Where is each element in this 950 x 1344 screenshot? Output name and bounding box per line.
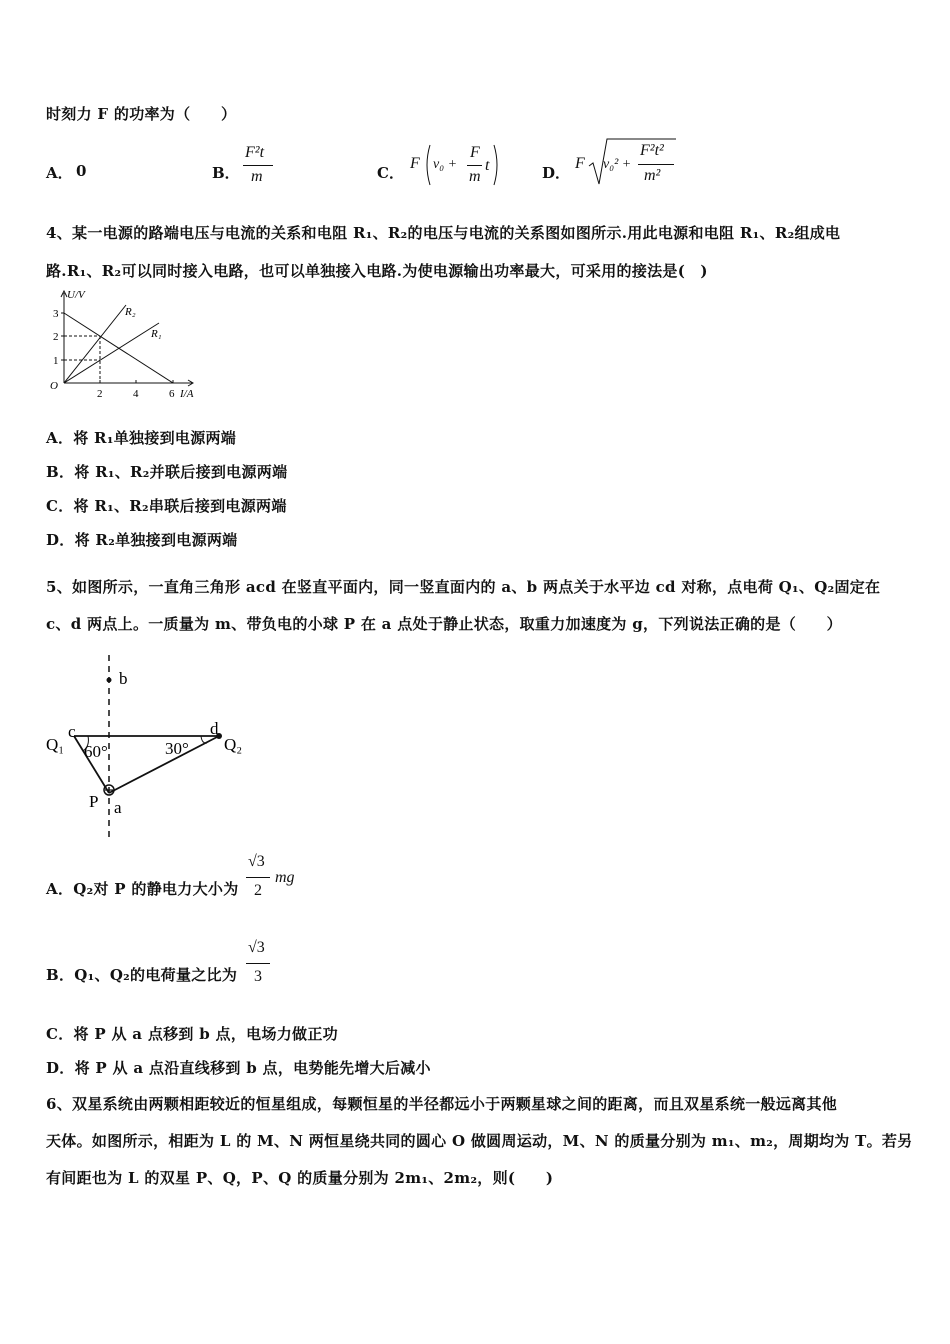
q6-stem-line-2: 天体。如图所示，相距为 L 的 M、N 两恒星绕共同的圆心 O 做圆周运动，M、N 的质量分别为 m₁、m₂，周期均为 T。若另	[46, 1132, 913, 1150]
label-b: b	[119, 669, 128, 688]
q3-option-d-label: D．	[542, 164, 571, 182]
origin-label: O	[50, 380, 58, 392]
q5-option-a-suffix: mg	[275, 869, 295, 886]
q4-option-c[interactable]: C．将 R₁、R₂串联后接到电源两端	[46, 497, 287, 515]
point-b	[107, 678, 112, 683]
r2-label: R₂	[125, 306, 136, 318]
q5-option-c[interactable]: C．将 P 从 a 点移到 b 点，电场力做正功	[46, 1025, 338, 1043]
label-q1: Q₁	[46, 735, 65, 754]
q3-option-c-fraction-bar	[467, 165, 482, 166]
q3-option-d-prefix: F	[575, 155, 585, 172]
q5-option-b-fraction-bar	[246, 963, 270, 964]
q4-stem-line-2: 路.R₁、R₂可以同时接入电路，也可以单独接入电路.为使电源输出功率最大，可采用的接法是( )	[46, 262, 708, 280]
q3-option-c-prefix: F	[410, 155, 420, 172]
q5-option-a-fraction-bar	[246, 877, 270, 878]
q5-option-a-numerator: √3	[248, 853, 265, 870]
q3-option-d-sqrt-sign	[588, 136, 678, 188]
r1-label: R₁	[151, 328, 162, 340]
r2-line	[64, 305, 126, 383]
x-tick-4: 4	[133, 388, 139, 400]
x-axis-label: I/A	[180, 388, 194, 400]
q3-option-c-denominator: m	[469, 168, 481, 185]
q3-option-b-label: B．	[212, 164, 240, 182]
label-a: a	[114, 798, 122, 817]
q5-option-b-denominator: 3	[254, 968, 262, 985]
q3-option-a-text: 0	[76, 162, 87, 180]
q3-option-d-v0: v₀² +	[603, 157, 632, 172]
label-angle-30: 30°	[165, 739, 189, 758]
q4-option-d[interactable]: D．将 R₂单独接到电源两端	[46, 531, 238, 549]
q3-option-a-label: A．	[46, 164, 73, 182]
label-angle-60: 60°	[84, 742, 108, 761]
y-axis-label: U/V	[67, 289, 85, 301]
q3-option-c-v0: v₀ +	[433, 157, 458, 172]
q3-option-d-numerator: F²t²	[640, 142, 664, 159]
q3-option-d-fraction-bar	[638, 164, 674, 165]
q5-triangle-figure	[44, 650, 254, 840]
q5-stem-line-2: c、d 两点上。一质量为 m、带负电的小球 P 在 a 点处于静止状态，取重力加速度为 g，下列说法正确的是（ ）	[46, 615, 842, 633]
label-d: d	[210, 719, 219, 738]
q5-option-b-text: B．Q₁、Q₂的电荷量之比为	[46, 966, 238, 984]
right-paren	[494, 145, 497, 185]
q3-stem-tail: 时刻力 F 的功率为（ ）	[46, 105, 237, 123]
q3-option-b-fraction-bar	[243, 165, 273, 166]
q5-option-d[interactable]: D．将 P 从 a 点沿直线移到 b 点，电势能先增大后减小	[46, 1059, 431, 1077]
q5-stem-line-1: 5、如图所示，一直角三角形 acd 在竖直平面内，同一竖直面内的 a、b 两点关于水平边 cd 对称，点电荷 Q₁、Q₂固定在	[46, 578, 881, 596]
q4-option-a[interactable]: A．将 R₁单独接到电源两端	[46, 429, 237, 447]
q3-option-b-denominator: m	[251, 168, 263, 185]
side-ad	[109, 736, 219, 793]
q5-option-a-denominator: 2	[254, 882, 262, 899]
q3-option-c-t: t	[485, 157, 490, 174]
q3-option-c-numerator: F	[470, 144, 480, 161]
q6-stem-line-3: 有间距也为 L 的双星 P、Q，P、Q 的质量分别为 2m₁、2m₂，则( )	[46, 1169, 554, 1187]
label-q2: Q₂	[224, 735, 243, 754]
x-tick-6: 6	[169, 388, 175, 400]
q3-option-b-numerator: F²t	[245, 144, 265, 161]
q5-option-b-numerator: √3	[248, 939, 265, 956]
label-c: c	[68, 722, 76, 741]
q5-option-a-text: A．Q₂对 P 的静电力大小为	[46, 880, 239, 898]
y-tick-2: 2	[53, 331, 59, 343]
y-tick-1: 1	[53, 355, 59, 367]
y-tick-3: 3	[53, 308, 59, 320]
r1-line	[64, 323, 159, 383]
q3-option-c-label: C．	[377, 164, 404, 182]
q4-option-b[interactable]: B．将 R₁、R₂并联后接到电源两端	[46, 463, 288, 481]
q4-stem-line-1: 4、某一电源的路端电压与电流的关系和电阻 R₁、R₂的电压与电流的关系图如图所示.用此电源和电阻 R₁、R₂组成电	[46, 224, 841, 242]
left-paren	[427, 145, 430, 185]
x-tick-2: 2	[97, 388, 103, 400]
q4-ui-graph	[44, 285, 204, 400]
label-p: P	[89, 792, 99, 811]
q6-stem-line-1: 6、双星系统由两颗相距较近的恒星组成，每颗恒星的半径都远小于两颗星球之间的距离，而且双星系统一般远离其他	[46, 1095, 838, 1113]
q3-option-d-denominator: m²	[644, 167, 661, 184]
